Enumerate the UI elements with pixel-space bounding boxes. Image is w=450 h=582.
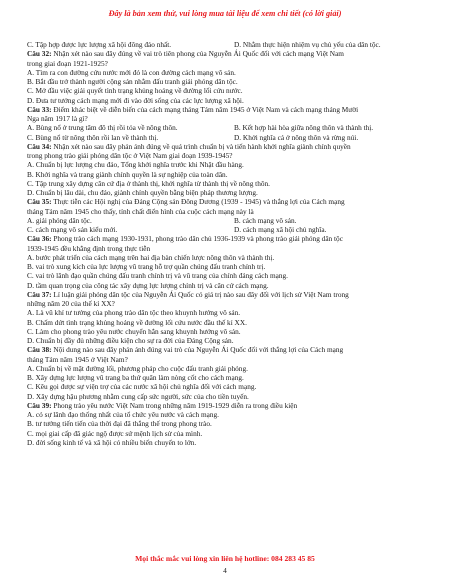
option-row	[27, 40, 427, 49]
option-a: A. Bùng nổ ở trung tâm đô thị rồi tỏa về nông thôn.	[27, 123, 178, 133]
option-row	[27, 123, 427, 132]
option-row	[27, 225, 427, 234]
question-number: Câu 38:	[27, 345, 52, 355]
hotline-footer: Mọi thắc mắc vui lòng xin liên hệ hotline: 084 283 45 85	[135, 554, 315, 563]
question-35: Câu 35: Thực tiễn các Hội nghị của Đảng Cộng sản Đông Dương (1939 - 1945) và thắng lợi của Cách mạng	[27, 197, 345, 207]
option-a: A. bước phát triển của cách mạng trên hai địa bàn chiến lược nông thôn và thành thị.	[27, 252, 275, 262]
question-32-cont: trong giai đoạn 1921-1925?	[27, 58, 108, 68]
option-b: B. Khởi nghĩa và trang giành chính quyền là sự nghiệp của toàn dân.	[27, 169, 228, 179]
option-d: D. cách mạng xã hội chủ nghĩa.	[234, 225, 327, 234]
option-b: B. Bắt đầu trở thành người cộng sản nhằm đấu tranh giải phóng dân tộc.	[27, 77, 238, 86]
question-35-cont: tháng Tám năm 1945 cho thấy, tính chất điển hình của cuộc cách mạng này là	[27, 206, 254, 216]
option-c: C. Làm cho phong trào yêu nước chuyển hẳn sang khuynh hướng vô sản.	[27, 326, 241, 336]
option-a: A. Chuẩn bị về mặt đường lối, phương pháp cho cuộc đấu tranh giải phóng.	[27, 363, 248, 373]
option-a: A. Chuẩn bị lực lượng chu đáo, Tổng khởi nghĩa trước khi Nhật đầu hàng.	[27, 160, 244, 170]
option-d: D. Chuẩn bị lâu dài, chu đáo, giành chính quyền bằng biện pháp thương lượng.	[27, 188, 258, 197]
question-39: Câu 39: Phong trào yêu nước Việt Nam trong những năm 1919-1929 diễn ra trong điều kiện	[27, 400, 298, 410]
question-34-cont: trong phong trào giải phóng dân tộc ở Việt Nam giai đoạn 1939-1945?	[27, 151, 233, 160]
question-number: Câu 34:	[27, 141, 52, 151]
question-36: Câu 36: Phong trào cách mạng 1930-1931, phong trào dân chủ 1936-1939 và phong trào giải phóng dân tộc	[27, 234, 343, 244]
question-33-cont: Nga năm 1917 là gì?	[27, 114, 88, 123]
option-b: B. cách mạng vô sản.	[234, 215, 297, 225]
question-number: Câu 39:	[27, 400, 52, 410]
option-a: A. Là vũ khí tư tưởng của phong trào dân tộc theo khuynh hướng vô sản.	[27, 308, 241, 318]
question-32: Câu 32: Nhận xét nào sau đây đúng về vai trò tiên phong của Nguyễn Ái Quốc đối với cách mạng Việt Nam	[27, 49, 344, 59]
option-d: D. Nhằm thực hiện nhiệm vụ chủ yếu của dân tộc.	[234, 40, 381, 49]
option-d: D. tầm quan trọng của công tác xây dựng lực lượng chính trị và căn cứ cách mạng.	[27, 280, 269, 290]
question-36-cont: 1939-1945 đều khẳng định trong thực tiễn	[27, 243, 151, 253]
option-d: D. Đưa tư tưởng cách mạng mới đi vào đời sống của các lực lượng xã hội.	[27, 95, 244, 105]
document-body	[27, 40, 427, 447]
option-c: C. mọi giai cấp đã giác ngộ được sứ mệnh lịch sử của mình.	[27, 428, 203, 438]
option-b: B. Xây dựng lực lượng vũ trang ba thứ quân làm nòng cốt cho cách mạng.	[27, 373, 244, 382]
option-d: D. đời sống kinh tế và xã hội có nhiều biến chuyển to lớn.	[27, 437, 197, 447]
option-c: C. Mở đầu việc giải quyết tình trạng khủng hoảng về đường lối cứu nước.	[27, 86, 243, 96]
option-row	[27, 216, 427, 225]
option-c: C. cách mạng vô sản kiểu mới.	[27, 225, 118, 234]
option-c: C. Kêu gọi được sự viện trợ của các nước xã hội chủ nghĩa đối với cách mạng.	[27, 382, 257, 392]
option-d: D. Khởi nghĩa cả ở nông thôn và rừng núi.	[234, 132, 359, 142]
option-b: B. Chấm dứt tình trạng khủng hoảng về đường lối cứu nước đầu thế kỉ XX.	[27, 317, 247, 327]
option-b: B. vai trò xung kích của lực lượng vũ trang hỗ trợ quần chúng đấu tranh chính trị.	[27, 262, 266, 271]
question-33: Câu 33: Điểm khác biệt về diễn biến của cách mạng tháng Tám năm 1945 ở Việt Nam và cách mạng tháng Mười	[27, 104, 359, 114]
question-37: Câu 37: Lí luận giải phóng dân tộc của Nguyễn Ái Quốc có giá trị nào sau đây đối với lịch sử Việt Nam trong	[27, 289, 349, 299]
option-a: A. giải phóng dân tộc.	[27, 215, 92, 225]
preview-notice-banner: Đây là bản xem thử, vui lòng mua tài liệu để xem chi tiết (có lời giải)	[108, 9, 342, 18]
question-number: Câu 33:	[27, 104, 52, 114]
page-number: 4	[223, 566, 227, 575]
question-37-cont: những năm 20 của thế kỉ XX?	[27, 299, 115, 308]
option-b: B. Kết hợp hài hòa giữa nông thôn và thành thị.	[234, 123, 374, 133]
option-d: D. Chuẩn bị đầy đủ những điều kiện cho sự ra đời của Đảng Cộng sản.	[27, 336, 234, 345]
question-number: Câu 36:	[27, 234, 52, 244]
option-a: A. có sự lãnh đạo thống nhất của tổ chức yêu nước và cách mạng.	[27, 410, 220, 419]
option-c: C. vai trò lãnh đạo quần chúng đấu tranh chính trị và vũ trang của chính đảng cách mạng.	[27, 271, 288, 281]
question-38-cont: tháng Tám năm 1945 ở Việt Nam?	[27, 354, 128, 364]
option-c: C. Bùng nổ từ nông thôn rồi lan về thành thị.	[27, 132, 159, 142]
option-a: A. Tìm ra con đường cứu nước mới đó là con đường cách mạng vô sản.	[27, 67, 236, 77]
option-b: B. tư tưởng tiến tiến của thời đại đã thắng thế trong phong trào.	[27, 419, 212, 429]
question-number: Câu 35:	[27, 197, 52, 207]
question-38: Câu 38: Nội dung nào sau đây phản ánh đúng vai trò của Nguyễn Ái Quốc đối với thắng lợi của Cách mạng	[27, 345, 344, 355]
option-c: C. Tập trung xây dựng căn cứ địa ở thành thị, khởi nghĩa từ thành thị về nông thôn.	[27, 178, 270, 188]
question-34: Câu 34: Nhận xét nào sau đây phản ánh đúng về quá trình chuẩn bị và tiến hành khởi nghĩa giành chính quyền	[27, 141, 351, 151]
option-c: C. Tập hợp được lực lượng xã hội đông đảo nhất.	[27, 40, 172, 49]
question-number: Câu 32:	[27, 49, 52, 59]
option-d: D. Xây dựng hậu phương nhằm cung cấp sức người, sức của cho tiền tuyến.	[27, 391, 249, 401]
question-number: Câu 37:	[27, 289, 52, 299]
option-row	[27, 133, 427, 142]
